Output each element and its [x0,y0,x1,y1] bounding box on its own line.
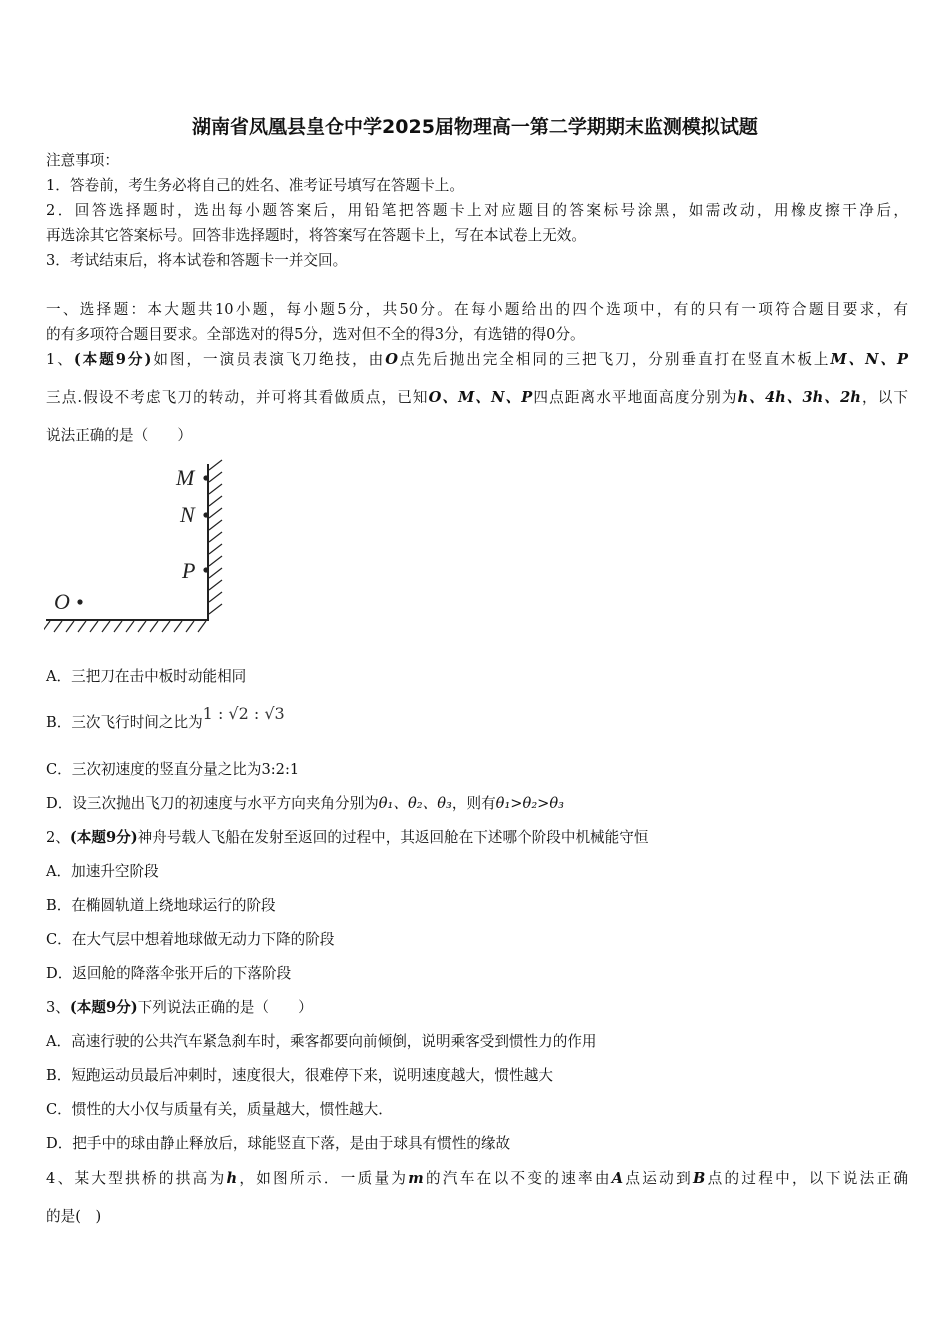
q3-option-b: B．短跑运动员最后冲刺时，速度很大，很难停下来，说明速度越大，惯性越大 [46,1067,553,1084]
q1-text-a: 如图，一演员表演飞刀绝技，由 [151,351,386,368]
q4-m: m [408,1170,424,1187]
point-n-dot [203,512,208,517]
q1-points-omnp: O、M、N、P [428,389,533,406]
notice-item-3: 3．考试结束后，将本试卷和答题卡一并交回。 [46,252,348,269]
q1-option-c: C．三次初速度的竖直分量之比为3:2:1 [46,761,300,778]
point-o-dot [77,599,82,604]
point-p-dot [203,567,208,572]
q2-text: 神舟号载人飞船在发射至返回的过程中，其返回舱在下述哪个阶段中机械能守恒 [137,829,649,846]
q3-text: 下列说法正确的是（ ） [137,999,313,1016]
q3-num: 3、 [46,999,70,1016]
q1-option-b [46,704,908,733]
q1-option-a: A．三把刀在击中板时动能相同 [46,668,247,685]
q2-stem [46,828,908,848]
q2-option-a: A．加速升空阶段 [46,863,159,880]
q1-option-d [46,794,908,814]
q2-option-c: C．在大气层中想着地球做无动力下降的阶段 [46,931,335,948]
q1-line-1 [46,350,908,370]
q4-h: h [226,1170,238,1187]
q1-option-d-angles: θ₁、θ₂、θ₃ [378,795,452,812]
q2-num: 2、 [46,829,70,846]
label-m: M [176,465,195,490]
q2-tag: (本题9分) [69,829,138,846]
q4-point-b: B [692,1170,706,1187]
point-m-dot [203,475,208,480]
q3-option-a: A．高速行驶的公共汽车紧急刹车时，乘客都要向前倾倒，说明乘客受到惯性力的作用 [46,1033,597,1050]
q1-option-b-math: 1 : √2 : √3 [202,704,285,723]
label-o: O [54,589,70,614]
q3-stem [46,998,908,1018]
section-line-1: 一、选择题：本大题共10小题，每小题5分，共50分。在每小题给出的四个选项中，有的只有一项符合题目要求，有 [46,301,908,318]
q1-heights: h、4h、3h、2h [737,389,861,406]
notice-item-2a: 2．回答选择题时，选出每小题答案后，用铅笔把答题卡上对应题目的答案标号涂黑，如需改动，用橡皮擦干净后， [46,202,908,219]
q1-option-d-mid: ，则有 [451,795,496,812]
q4-point-a: A [611,1170,624,1187]
q1-text-b: 点先后抛出完全相同的三把飞刀，分别垂直打在竖直木板上 [397,351,831,368]
label-n: N [180,502,195,527]
q3-option-d: D．把手中的球由静止释放后，球能竖直下落，是由于球具有惯性的缘故 [46,1135,511,1152]
q1-option-d-text: D．设三次抛出飞刀的初速度与水平方向夹角分别为 [46,795,379,812]
q1-text-c: 三点.假设不考虑飞刀的转动，并可将其看做质点，已知 [46,389,429,406]
notice-item-1: 1．答卷前，考生务必将自己的姓名、准考证号填写在答题卡上。 [46,177,464,194]
page-title: 湖南省凤凰县皇仓中学2025届物理高一第二学期期末监测模拟试题 [192,116,758,138]
q3-option-c: C．惯性的大小仅与质量有关，质量越大，惯性越大． [46,1101,393,1118]
q4-line-2: 的是( ) [46,1208,102,1225]
knife-throw-figure [44,452,244,642]
q4-text-a: 4、某大型拱桥的拱高为 [46,1170,227,1187]
q1-line-3: 说法正确的是（ ） [46,427,192,444]
q4-line-1 [46,1169,908,1189]
q1-option-b-text: B．三次飞行时间之比为 [46,714,203,731]
notice-heading: 注意事项： [46,152,119,169]
q4-text-e: 点的过程中，以下说法正确 [705,1170,908,1187]
q1-text-d: 四点距离水平地面高度分别为 [532,389,738,406]
q4-text-c: 的汽车在以不变的速率由 [423,1170,612,1187]
section-line-2: 的有多项符合题目要求。全部选对的得5分，选对但不全的得3分，有选错的得0分。 [46,326,585,343]
q1-option-d-relation: θ₁>θ₂>θ₃ [495,795,565,812]
q1-points-mnp: M、N、P [830,351,908,368]
q2-option-b: B．在椭圆轨道上绕地球运行的阶段 [46,897,276,914]
q1-tag: (本题9分) [73,351,152,368]
q3-tag: (本题9分) [69,999,138,1016]
q1-line-2 [46,388,908,408]
label-p: P [182,558,196,583]
q1-text-e: ，以下 [860,389,908,406]
notice-item-2b: 再选涂其它答案标号。回答非选择题时，将答案写在答题卡上，写在本试卷上无效。 [46,227,586,244]
q4-text-d: 点运动到 [623,1170,693,1187]
q1-point-o: O [385,351,398,368]
q4-text-b: ，如图所示．一质量为 [237,1170,409,1187]
q2-option-d: D．返回舱的降落伞张开后的下落阶段 [46,965,292,982]
q1-num: 1、 [46,351,74,368]
